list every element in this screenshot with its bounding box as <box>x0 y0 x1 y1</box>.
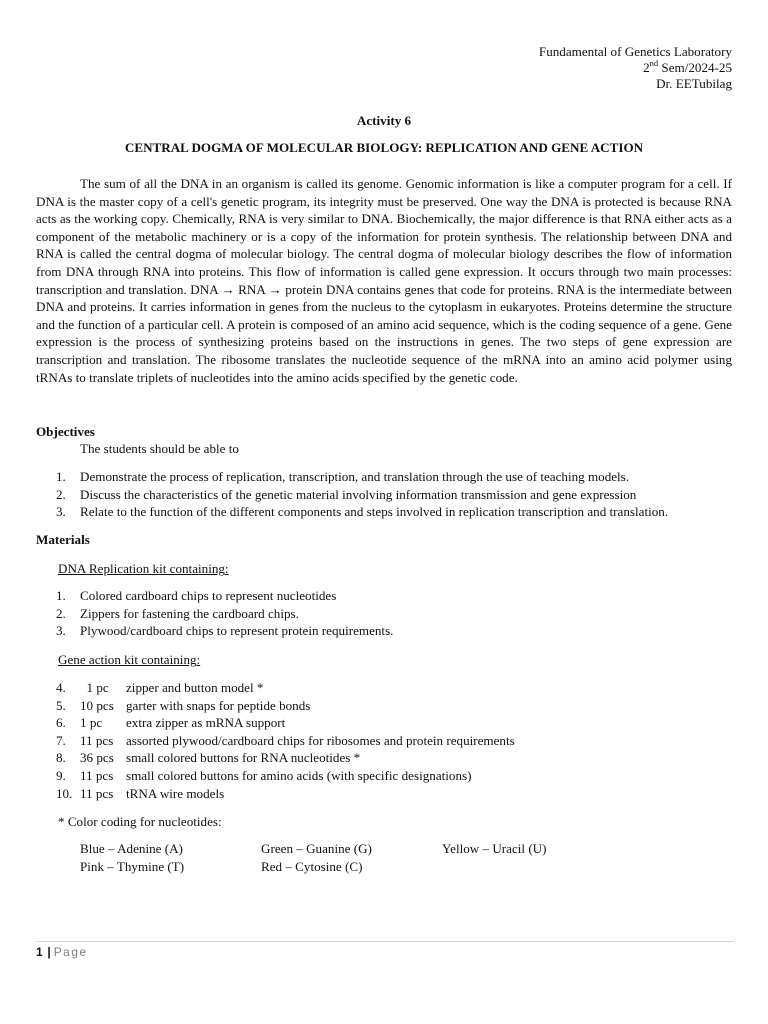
list-item <box>36 785 736 803</box>
item-quantity: 11 pcs <box>80 732 114 748</box>
item-number: 7. <box>56 732 66 748</box>
item-text: tRNA wire models <box>126 785 225 801</box>
item-number: 6. <box>56 715 66 731</box>
item-text: Colored cardboard chips to represent nucleotides <box>80 588 337 603</box>
item-quantity: 36 pcs <box>80 750 114 766</box>
item-quantity: 11 pcs <box>80 785 114 801</box>
footer-separator: | <box>47 945 51 959</box>
item-quantity: 1 pc <box>80 715 103 731</box>
list-item <box>36 486 736 504</box>
activity-title: Activity 6 <box>356 113 412 128</box>
item-text: extra zipper as mRNA support <box>126 715 286 731</box>
item-number: 2. <box>56 605 66 621</box>
color-code <box>442 858 623 876</box>
item-number: 4. <box>56 680 66 695</box>
item-number: 1. <box>56 588 66 603</box>
gene-kit-list <box>36 679 736 802</box>
item-text: small colored buttons for RNA nucleotides * <box>126 750 361 766</box>
item-number: 3. <box>56 504 66 520</box>
semester-number: 2 <box>643 60 650 75</box>
list-item <box>36 697 736 715</box>
page-number: 1 <box>36 945 43 959</box>
color-coding-note: * Color coding for nucleotides: <box>58 814 222 829</box>
document-header <box>539 44 732 92</box>
gene-kit-label-text: Gene action kit containing <box>58 652 197 667</box>
list-item <box>36 767 736 785</box>
color-code: Green – Guanine (G) <box>261 841 372 856</box>
color-row <box>80 840 640 858</box>
item-number: 9. <box>56 767 66 783</box>
dna-kit-label <box>58 560 229 578</box>
page-label: Page <box>53 945 88 959</box>
objectives-heading: Objectives <box>36 424 95 439</box>
color-row <box>80 858 640 876</box>
item-number: 5. <box>56 697 66 713</box>
item-text: zipper and button model * <box>126 680 264 695</box>
gene-kit-label <box>58 651 200 669</box>
list-item <box>36 587 736 605</box>
item-number: 8. <box>56 750 66 766</box>
item-number: 2. <box>56 486 66 502</box>
item-quantity: 10 pcs <box>80 697 114 713</box>
main-title: CENTRAL DOGMA OF MOLECULAR BIOLOGY: REPLICATION AND GENE ACTION <box>124 140 644 155</box>
color-code: Pink – Thymine (T) <box>80 858 185 874</box>
footer-divider <box>36 941 734 942</box>
item-number: 3. <box>56 623 66 639</box>
list-item <box>36 468 736 486</box>
label-colon: : <box>224 561 229 576</box>
intro-paragraph: The sum of all the DNA in an organism is called its genome. Genomic information is like a computer program for a cell. If DNA is the master copy of a cell's genetic program, its integrity must be preserved. One way the DNA is protected is because RNA acts as the working copy. Chemically, RNA is very similar to DNA. Biochemically, the major difference is that RNA either acts as a component of the metabolic machinery or is a copy of the information for protein synthesis. The relationship between DNA and RNA is called the central dogma of molecular biology. The central dogma of molecular biology describes the flow of information from DNA through RNA into proteins. This flow of information is called gene expression. It occurs through two main processes: transcription and translation. DNA → RNA → protein DNA contains genes that code for proteins. RNA is the intermediate between DNA and proteins. It carries information in genes from the nucleus to the cytoplasm in eukaryotes. Proteins determine the structure and the function of a particular cell. A protein is composed of an amino acid sequence, which is the coding sequence of a gene. Gene expression is the process of synthesizing proteins based on the instructions in genes. The two steps of gene expression are transcription and translation. The ribosome translates the nucleotide sequence of the mRNA into an amino acid polymer using tRNAs to translate triplets of nucleotides into the amino acids specified by the genetic code. <box>36 176 732 385</box>
materials-heading: Materials <box>36 532 90 547</box>
color-code: Red – Cytosine (C) <box>261 858 363 874</box>
item-text: Relate to the function of the different components and steps involved in replication transcription and translation. <box>80 504 669 520</box>
color-code: Blue – Adenine (A) <box>80 841 183 856</box>
list-item <box>36 732 736 750</box>
item-text: Demonstrate the process of replication, transcription, and translation through the use of teaching models. <box>80 469 630 484</box>
semester <box>539 57 732 76</box>
item-text: assorted plywood/cardboard chips for ribosomes and protein requirements <box>126 732 515 748</box>
dna-kit-label-text: DNA Replication kit containing <box>58 561 225 576</box>
item-text: Plywood/cardboard chips to represent protein requirements. <box>80 623 394 639</box>
label-colon: : <box>196 652 201 667</box>
item-number: 1. <box>56 469 66 484</box>
item-text: Zippers for fastening the cardboard chips. <box>80 605 299 621</box>
list-item <box>36 605 736 623</box>
instructor-name: Dr. EETubilag <box>656 76 732 91</box>
page-footer <box>36 944 87 962</box>
objectives-lead: The students should be able to <box>80 441 239 456</box>
list-item <box>36 679 736 697</box>
color-code: Yellow – Uracil (U) <box>442 841 547 856</box>
course-name: Fundamental of Genetics Laboratory <box>538 44 732 59</box>
item-number: 10. <box>56 785 73 801</box>
list-item <box>36 749 736 767</box>
list-item <box>36 622 736 640</box>
semester-ordinal: nd <box>649 57 659 68</box>
item-text: Discuss the characteristics of the genetic material involving information transmission and gene expression <box>80 486 637 502</box>
item-text: small colored buttons for amino acids (with specific designations) <box>126 767 472 783</box>
item-quantity: 11 pcs <box>80 767 114 783</box>
dna-kit-list <box>36 587 736 640</box>
list-item <box>36 503 736 521</box>
objectives-list <box>36 468 736 521</box>
color-coding-table <box>80 840 640 875</box>
list-item <box>36 714 736 732</box>
semester-year: Sem/2024-25 <box>658 60 732 75</box>
item-text: garter with snaps for peptide bonds <box>126 697 311 713</box>
item-quantity: 1 pc <box>80 680 109 695</box>
